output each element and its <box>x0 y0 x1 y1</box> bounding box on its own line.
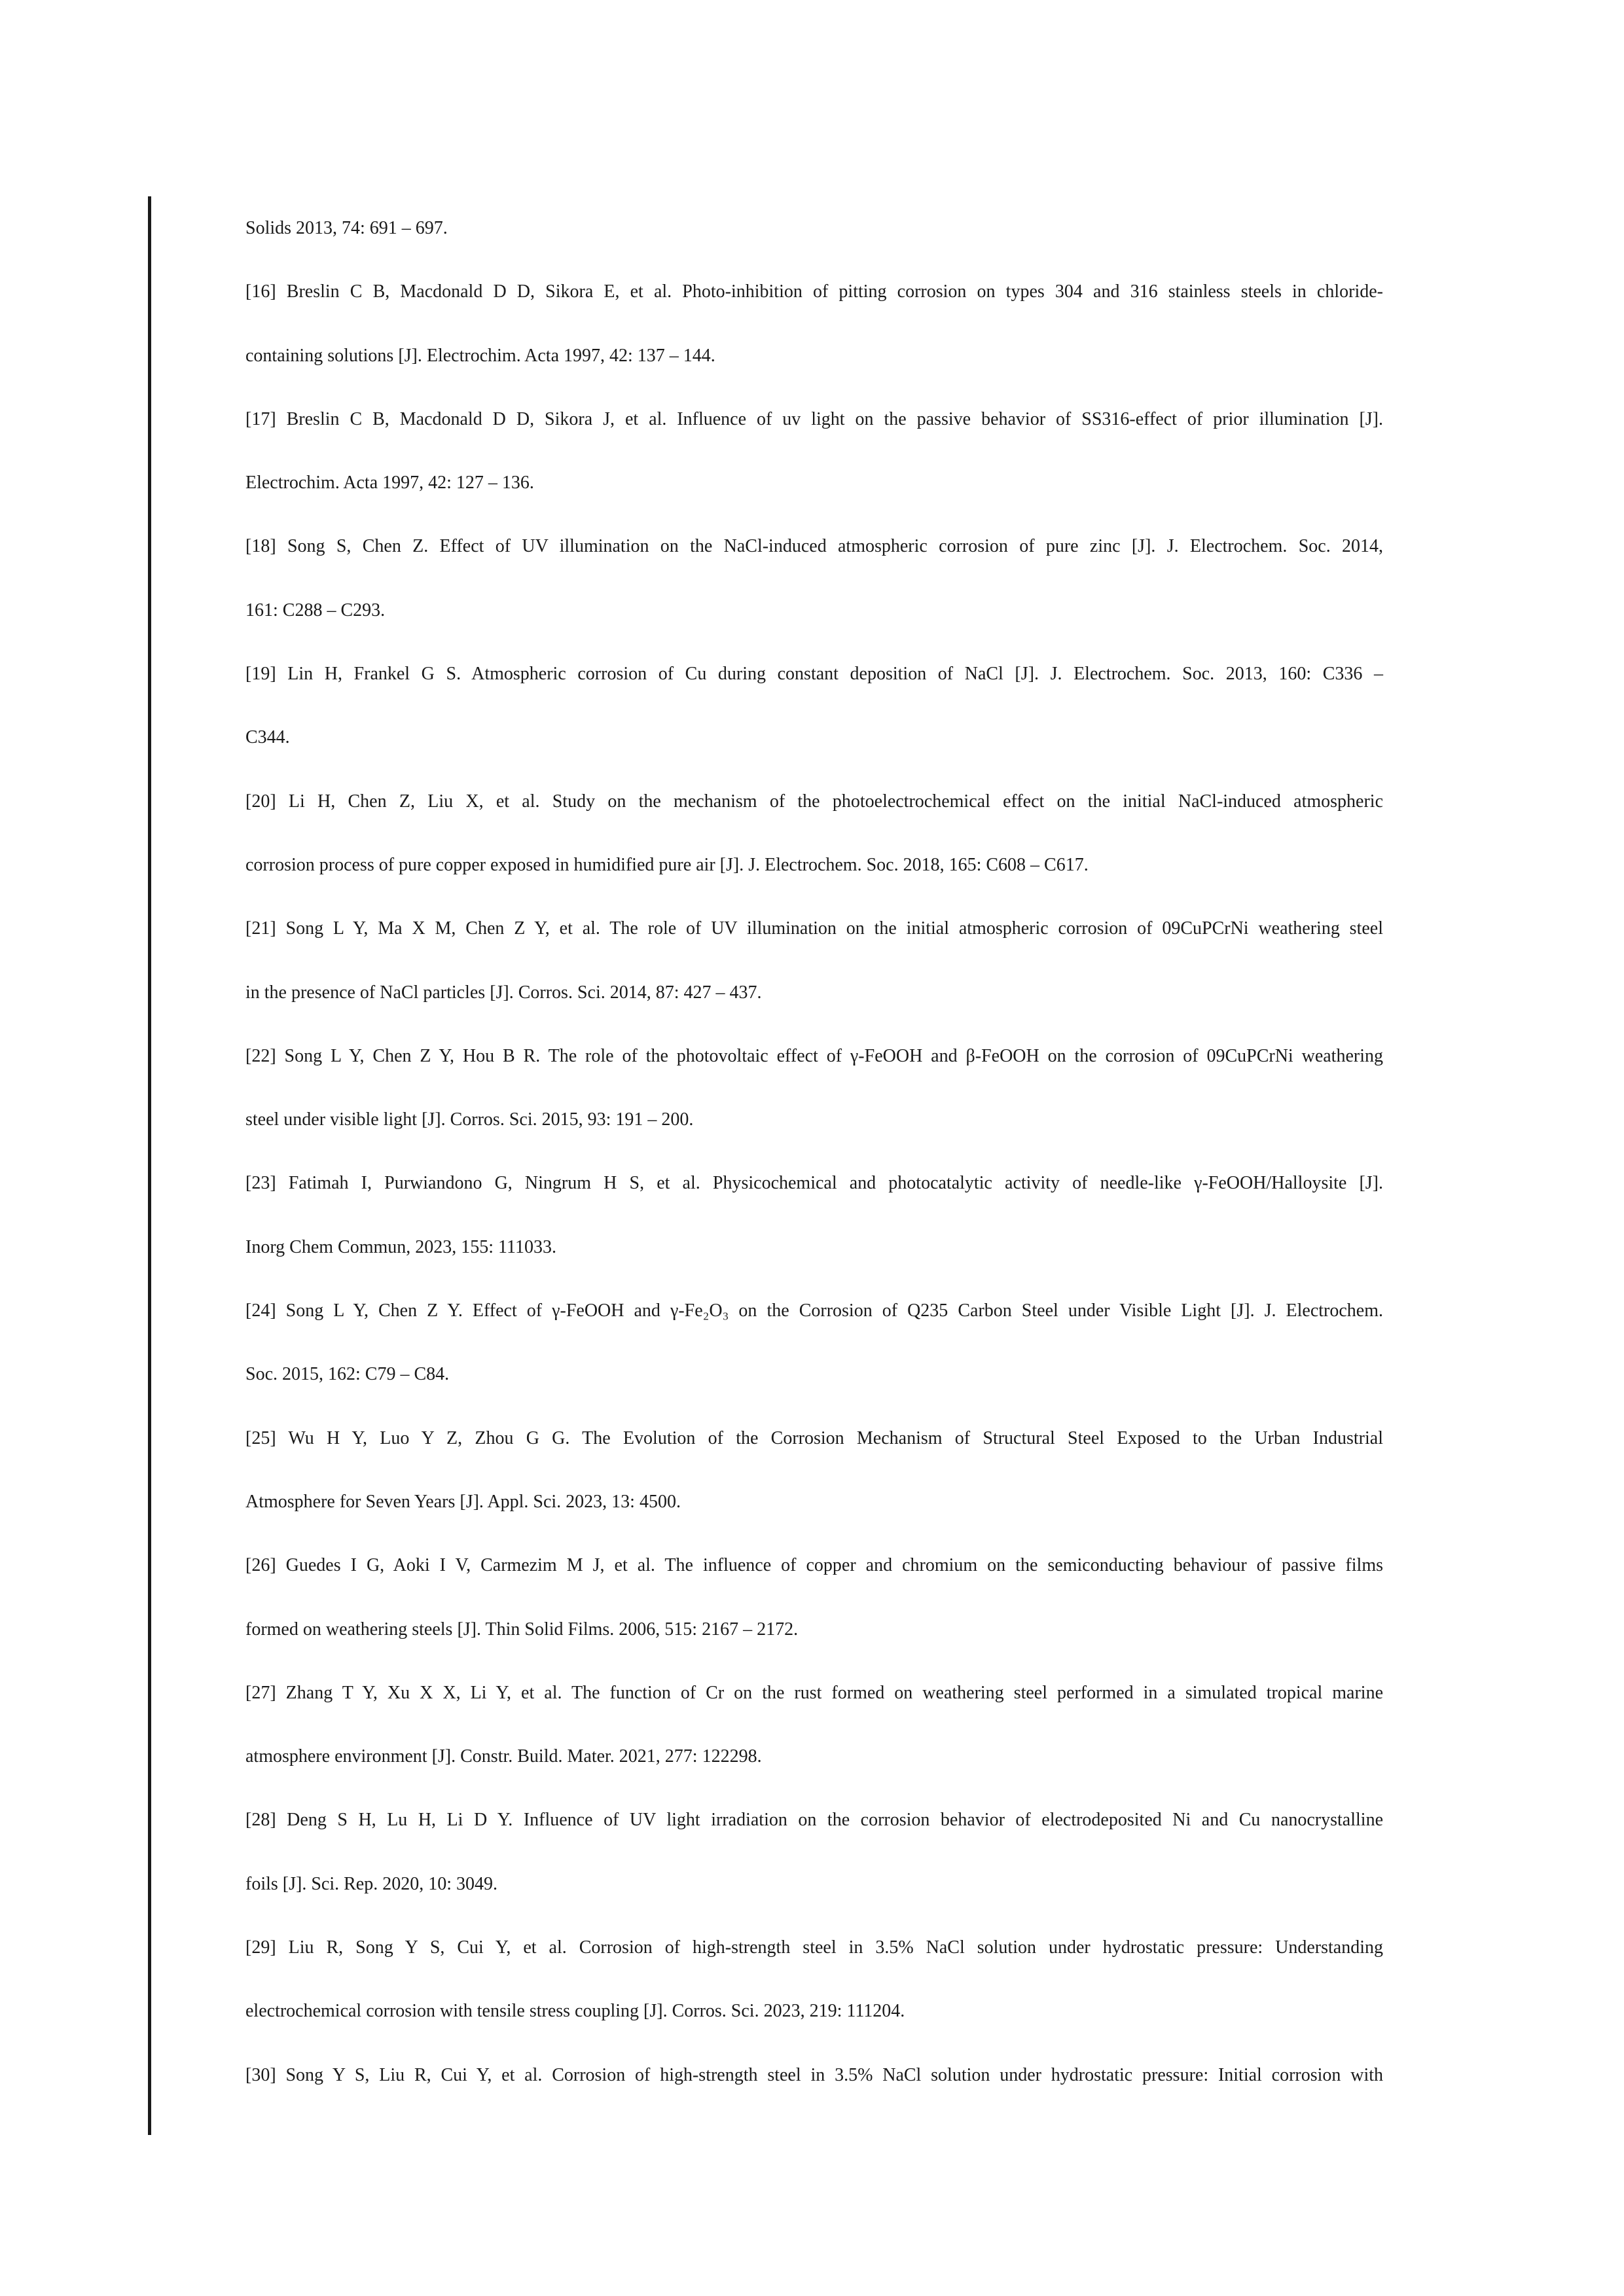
reference-line: 161: C288 – C293. <box>245 600 386 620</box>
reference-list <box>245 208 1383 2119</box>
reference-line: [18] Song S, Chen Z. Effect of UV illumination on the NaCl-induced atmospheric corrosion of pure zinc [J]. J. Electrochem. Soc. 2014, <box>245 536 1383 557</box>
reference-21 <box>245 908 1383 1036</box>
reference-line: [28] Deng S H, Lu H, Li D Y. Influence of UV light irradiation on the corrosion behavior of electrodeposited Ni and Cu nanocrystalline <box>245 1810 1383 1831</box>
reference-17 <box>245 399 1383 527</box>
reference-line: [26] Guedes I G, Aoki I V, Carmezim M J, et al. The influence of copper and chromium on the semiconducting behaviour of passive films <box>245 1555 1383 1576</box>
reference-line: [19] Lin H, Frankel G S. Atmospheric corrosion of Cu during constant deposition of NaCl [J]. J. Electrochem. Soc. 2013, 160: C336 – <box>245 664 1383 685</box>
reference-23 <box>245 1163 1383 1291</box>
reference-line: Atmosphere for Seven Years [J]. Appl. Sci. 2023, 13: 4500. <box>245 1491 681 1512</box>
reference-20 <box>245 781 1383 909</box>
reference-line: Soc. 2015, 162: C79 – C84. <box>245 1364 450 1385</box>
reference-line: [17] Breslin C B, Macdonald D D, Sikora J, et al. Influence of uv light on the passive behavior of SS316-effect of prior illumination [J]. <box>245 408 1383 429</box>
reference-line: Inorg Chem Commun, 2023, 155: 111033. <box>245 1236 556 1257</box>
reference-line: [25] Wu H Y, Luo Y Z, Zhou G G. The Evolution of the Corrosion Mechanism of Structural Steel Exposed to the Urban Industrial <box>245 1427 1383 1448</box>
reference-line: [23] Fatimah I, Purwiandono G, Ningrum H S, et al. Physicochemical and photocatalytic activity of needle-like γ-FeOOH/Halloysite [J]. <box>245 1173 1383 1194</box>
reference-line: [21] Song L Y, Ma X M, Chen Z Y, et al. The role of UV illumination on the initial atmospheric corrosion of 09CuPCrNi weathering steel <box>245 918 1383 939</box>
reference-line: [22] Song L Y, Chen Z Y, Hou B R. The role of the photovoltaic effect of γ-FeOOH and β-FeOOH on the corrosion of 09CuPCrNi weathering <box>245 1045 1383 1066</box>
reference-line: corrosion process of pure copper exposed in humidified pure air [J]. J. Electrochem. Soc. 2018, 165: C608 – C617. <box>245 854 1089 875</box>
reference-line: [24] Song L Y, Chen Z Y. Effect of γ-FeOOH and γ-Fe₂O₃ on the Corrosion of Q235 Carbon Steel under Visible Light [J]. J. Electrochem. <box>245 1300 1383 1321</box>
reference-line: electrochemical corrosion with tensile stress coupling [J]. Corros. Sci. 2023, 219: 111204. <box>245 2001 905 2022</box>
reference-line: in the presence of NaCl particles [J]. Corros. Sci. 2014, 87: 427 – 437. <box>245 982 762 1003</box>
reference-27 <box>245 1673 1383 1801</box>
reference-26 <box>245 1545 1383 1673</box>
reference-line: Electrochim. Acta 1997, 42: 127 – 136. <box>245 473 534 493</box>
reference-28 <box>245 1800 1383 1928</box>
reference-line: [29] Liu R, Song Y S, Cui Y, et al. Corrosion of high-strength steel in 3.5% NaCl solution under hydrostatic pressure: Understanding <box>245 1937 1383 1958</box>
reference-29 <box>245 1928 1383 2055</box>
reference-line: [30] Song Y S, Liu R, Cui Y, et al. Corrosion of high-strength steel in 3.5% NaCl solution under hydrostatic pressure: Initial corrosion with <box>245 2064 1383 2085</box>
reference-18 <box>245 526 1383 654</box>
reference-line: steel under visible light [J]. Corros. Sci. 2015, 93: 191 – 200. <box>245 1109 694 1130</box>
reference-30 <box>245 2055 1383 2119</box>
reference-continuation: Solids 2013, 74: 691 – 697. <box>245 218 448 238</box>
reference-line: [20] Li H, Chen Z, Liu X, et al. Study on the mechanism of the photoelectrochemical effect on the initial NaCl-induced atmospheric <box>245 791 1383 812</box>
reference-22 <box>245 1036 1383 1164</box>
reference-line: [16] Breslin C B, Macdonald D D, Sikora E, et al. Photo-inhibition of pitting corrosion on types 304 and 316 stainless steels in chloride- <box>245 281 1383 302</box>
reference-line: C344. <box>245 727 290 748</box>
reference-line: [27] Zhang T Y, Xu X X, Li Y, et al. The function of Cr on the rust formed on weathering steel performed in a simulated tropical marine <box>245 1682 1383 1703</box>
reference-19 <box>245 654 1383 781</box>
reference-25 <box>245 1418 1383 1546</box>
reference-16 <box>245 272 1383 399</box>
margin-rule <box>148 196 151 2135</box>
reference-line: containing solutions [J]. Electrochim. Acta 1997, 42: 137 – 144. <box>245 345 715 366</box>
reference-line: formed on weathering steels [J]. Thin Solid Films. 2006, 515: 2167 – 2172. <box>245 1619 799 1640</box>
reference-line: foils [J]. Sci. Rep. 2020, 10: 3049. <box>245 1873 497 1894</box>
reference-24 <box>245 1291 1383 1418</box>
reference-line: atmosphere environment [J]. Constr. Build. Mater. 2021, 277: 122298. <box>245 1746 762 1767</box>
